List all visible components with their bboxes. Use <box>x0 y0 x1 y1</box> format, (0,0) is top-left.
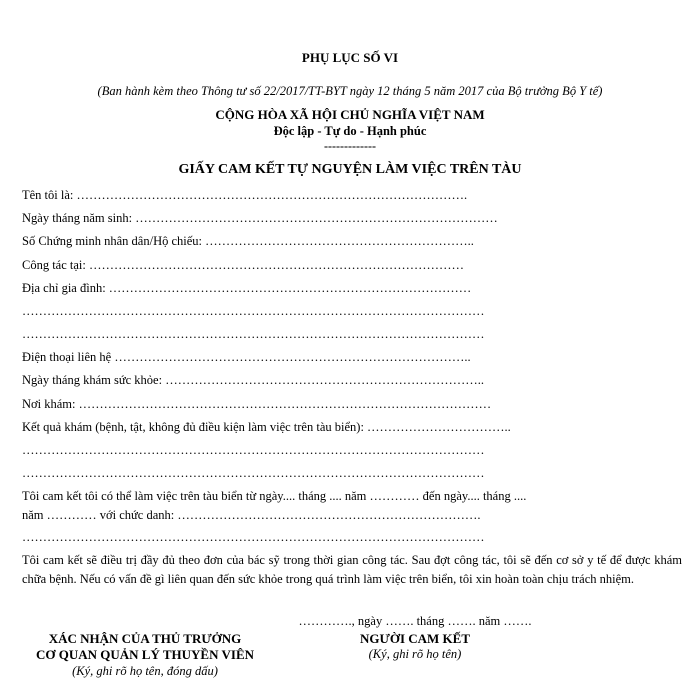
field-id-passport <box>22 234 474 249</box>
field-label: Nơi khám: <box>22 397 76 411</box>
form-title: GIẤY CAM KẾT TỰ NGUYỆN LÀM VIỆC TRÊN TÀU <box>178 162 522 177</box>
commit-position-line: năm ………… với chức danh: ………………………………………………………………. <box>22 508 481 522</box>
field-label: Điện thoại liên hệ <box>22 350 112 364</box>
field-dots: ……………………………………………………………………………… <box>85 258 464 272</box>
field-exam-date <box>22 373 484 388</box>
republic-heading: CỘNG HÒA XÃ HỘI CHỦ NGHĨA VIỆT NAM <box>215 107 485 122</box>
right-signature-note: (Ký, ghi rõ họ tên) <box>368 647 462 661</box>
address-line-3: ………………………………………………………………………………………………… <box>22 327 485 341</box>
field-label: Kết quả khám (bệnh, tật, không đủ điều kiện làm việc trên tàu biển): <box>22 420 364 434</box>
field-birth-date <box>22 211 498 226</box>
field-dots: …………………………….. <box>363 420 511 434</box>
field-dots: ……………………………………………………………………………………… <box>75 397 492 411</box>
result-line-2: ………………………………………………………………………………………………… <box>22 443 485 457</box>
field-label: Số Chứng minh nhân dân/Hộ chiếu: <box>22 234 203 248</box>
pledge-paragraph: Tôi cam kết sẽ điều trị đầy đủ theo đơn của bác sỹ trong thời gian công tác. Sau đợt công tác, tôi sẽ đến cơ sở y tế để được khám chữa bệnh. Nếu có vấn đề gì liên quan đến sức khỏe trong quá trình làm việc trên biển, tôi xin hoàn toàn chịu trách nhiệm. <box>22 553 682 586</box>
address-line-2: ………………………………………………………………………………………………… <box>22 304 485 318</box>
field-dots: …………………………………………………………………………… <box>132 211 498 225</box>
field-label: Ngày tháng năm sinh: <box>22 211 133 225</box>
field-phone <box>22 350 471 365</box>
commit-period-line: Tôi cam kết tôi có thể làm việc trên tàu biển từ ngày.... tháng .... năm ………… đến ngày.... tháng .... <box>22 489 527 503</box>
left-signature-title-1: XÁC NHẬN CỦA THỦ TRƯỞNG <box>48 631 242 646</box>
field-label: Tên tôi là: <box>22 188 74 202</box>
date-line: …………., ngày ……. tháng ……. năm ……. <box>298 614 532 628</box>
left-signature-title-2: CƠ QUAN QUẢN LÝ THUYỀN VIÊN <box>35 647 255 662</box>
field-label: Công tác tại: <box>22 258 86 272</box>
appendix-title: PHỤ LỤC SỐ VI <box>301 50 399 65</box>
field-label: Địa chỉ gia đình: <box>22 281 106 295</box>
field-dots: …………………………………………………………………………………. <box>73 188 468 202</box>
field-dots: …………………………………………………………………………… <box>105 281 472 295</box>
motto-divider: ------------- <box>324 139 376 153</box>
field-exam-place <box>22 397 491 412</box>
field-full-name <box>22 188 467 203</box>
field-dots: ………………………………………………………………………….. <box>111 350 471 364</box>
field-dots: ………………………………………………………………….. <box>162 373 484 387</box>
field-label: Ngày tháng khám sức khỏe: <box>22 373 163 387</box>
field-exam-result <box>22 420 511 435</box>
right-signature-title: NGƯỜI CAM KẾT <box>359 631 471 646</box>
field-home-address <box>22 281 471 296</box>
field-workplace <box>22 258 464 273</box>
left-signature-note: (Ký, ghi rõ họ tên, đóng dấu) <box>72 664 218 678</box>
result-line-3: ………………………………………………………………………………………………… <box>22 466 485 480</box>
blank-line: ………………………………………………………………………………………………… <box>22 530 485 544</box>
issued-note: (Ban hành kèm theo Thông tư số 22/2017/TT-BYT ngày 12 tháng 5 năm 2017 của Bộ trưởng Bộ Y tế) <box>97 84 603 98</box>
field-dots: ……………………………………………………….. <box>202 234 474 248</box>
motto: Độc lập - Tự do - Hạnh phúc <box>273 124 427 138</box>
